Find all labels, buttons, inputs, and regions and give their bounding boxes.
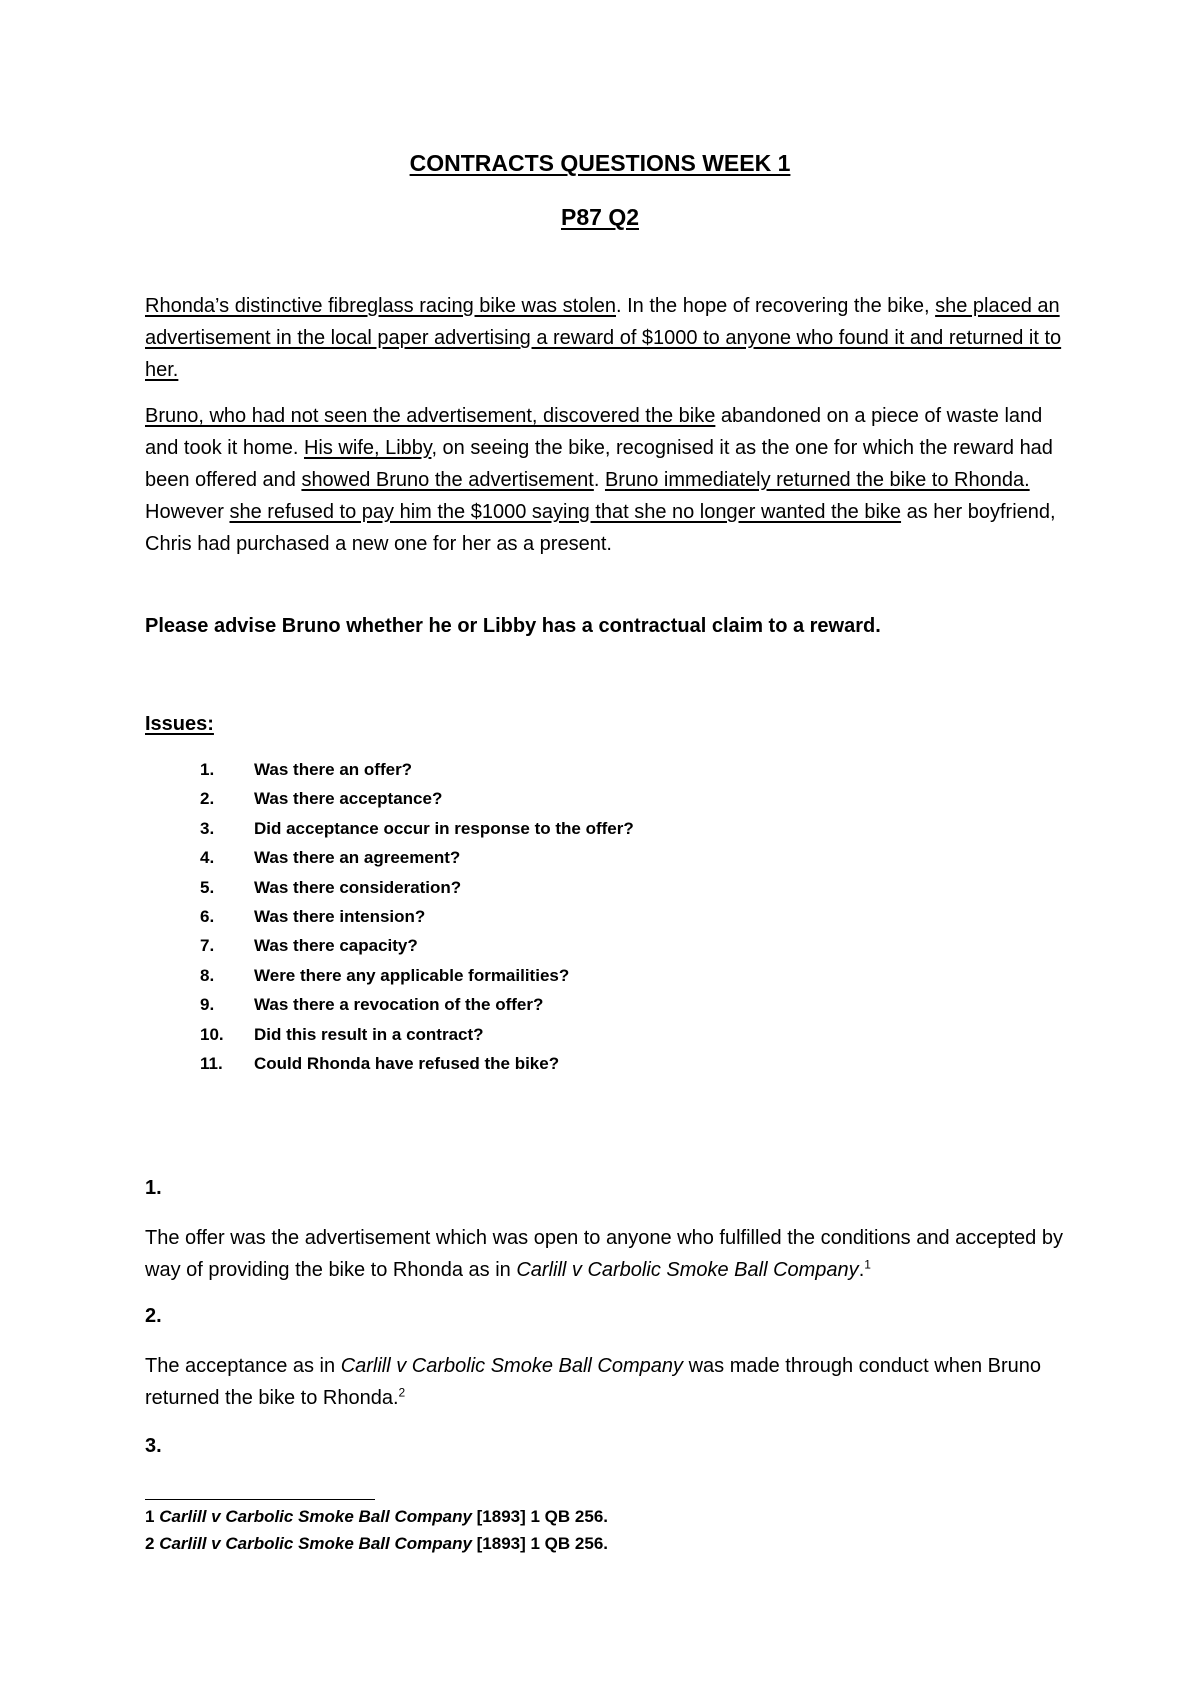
issue-item	[200, 814, 634, 843]
issue-item	[200, 961, 634, 990]
issue-item	[200, 784, 634, 813]
issue-number: 10.	[200, 1024, 224, 1044]
text-run: .	[858, 1259, 865, 1281]
issue-item	[200, 990, 634, 1019]
document-subtitle: P87 Q2	[561, 204, 639, 230]
answer-number: 1.	[145, 1177, 162, 1199]
issue-item	[200, 902, 634, 931]
scenario-paragraph-1	[145, 290, 1065, 386]
issue-number: 8.	[200, 965, 215, 985]
issue-text: Could Rhonda have refused the bike?	[254, 1053, 560, 1073]
case-name: Carlill v Carbolic Smoke Ball Company	[516, 1259, 859, 1281]
underlined-phrase: His wife, Libby	[303, 437, 432, 459]
issue-number: 7.	[200, 936, 215, 956]
answer-paragraph-1	[145, 1222, 1065, 1286]
issue-item	[200, 755, 634, 784]
issue-text: Was there a revocation of the offer?	[254, 995, 544, 1015]
underlined-phrase: Rhonda’s distinctive fibreglass racing bike was stolen	[145, 295, 616, 317]
footnote-ref[interactable]: 1	[864, 1257, 871, 1272]
scenario-paragraph-2	[145, 400, 1065, 560]
issue-number: 11.	[200, 1053, 223, 1073]
question-prompt: Please advise Bruno whether he or Libby has a contractual claim to a reward.	[145, 615, 881, 637]
footnote-number: 1	[145, 1507, 155, 1526]
issue-text: Did acceptance occur in response to the offer?	[254, 818, 634, 838]
text-run: was made through conduct when Bruno returned the bike to Rhonda.	[145, 1355, 1042, 1409]
issue-text: Was there acceptance?	[254, 789, 443, 809]
case-name: Carlill v Carbolic Smoke Ball Company	[159, 1507, 472, 1526]
footnote	[145, 1507, 608, 1527]
issue-item	[200, 1049, 634, 1078]
case-name: Carlill v Carbolic Smoke Ball Company	[159, 1534, 472, 1553]
underlined-phrase: showed Bruno the advertisement	[301, 469, 594, 491]
underlined-phrase: Bruno immediately returned the bike to Rhonda.	[604, 469, 1030, 491]
footnote-number: 2	[145, 1534, 155, 1553]
issue-text: Was there capacity?	[254, 936, 418, 956]
issues-list	[200, 755, 634, 1078]
underlined-phrase: Bruno, who had not seen the advertisement, discovered the bike	[145, 405, 716, 427]
text-run: , on seeing the bike, recognised it as the one for which the reward had been offered and	[145, 437, 1053, 491]
text-run: However	[145, 501, 230, 523]
answer-number: 3.	[145, 1435, 162, 1457]
issue-number: 1.	[200, 760, 215, 779]
citation: [1893] 1 QB 256.	[471, 1534, 608, 1553]
issue-number: 3.	[200, 818, 215, 838]
issue-number: 6.	[200, 906, 215, 926]
text-run: . In the hope of recovering the bike,	[616, 295, 936, 317]
issue-number: 2.	[200, 789, 215, 809]
document-title: CONTRACTS QUESTIONS WEEK 1	[409, 150, 791, 176]
footnote-separator	[145, 1499, 375, 1500]
text-run: The offer was the advertisement which was open to anyone who fulfilled the conditions and accepted by way of providing the bike to Rhonda as in	[145, 1227, 1063, 1281]
issue-text: Was there consideration?	[254, 877, 462, 897]
issue-number: 4.	[200, 848, 215, 868]
text-run: .	[593, 469, 605, 491]
text-run: abandoned on a piece of waste land and took it home.	[145, 405, 1043, 459]
issue-text: Was there an offer?	[254, 760, 413, 779]
issue-text: Did this result in a contract?	[254, 1024, 484, 1044]
issue-text: Was there an agreement?	[254, 848, 461, 868]
citation: [1893] 1 QB 256.	[471, 1507, 608, 1526]
underlined-phrase: she placed an advertisement in the local paper advertising a reward of $1000 to anyone who found it and returned it to her.	[145, 295, 1062, 381]
answer-paragraph-2	[145, 1350, 1065, 1414]
footnote	[145, 1534, 608, 1554]
issue-item	[200, 843, 634, 872]
answer-number: 2.	[145, 1305, 162, 1327]
underlined-phrase: she refused to pay him the $1000 saying that she no longer wanted the bike	[229, 501, 902, 523]
issue-item	[200, 1020, 634, 1049]
text-run: The acceptance as in	[145, 1355, 341, 1377]
text-run: as her boyfriend, Chris had purchased a new one for her as a present.	[145, 501, 1056, 555]
issue-number: 5.	[200, 877, 215, 897]
issue-item	[200, 931, 634, 960]
footnote-ref[interactable]: 2	[398, 1385, 406, 1400]
issue-text: Was there intension?	[254, 906, 426, 926]
issue-item	[200, 873, 634, 902]
issues-heading: Issues:	[145, 713, 214, 735]
case-name: Carlill v Carbolic Smoke Ball Company	[340, 1355, 684, 1377]
issue-number: 9.	[200, 995, 215, 1015]
issue-text: Were there any applicable formailities?	[254, 965, 570, 985]
